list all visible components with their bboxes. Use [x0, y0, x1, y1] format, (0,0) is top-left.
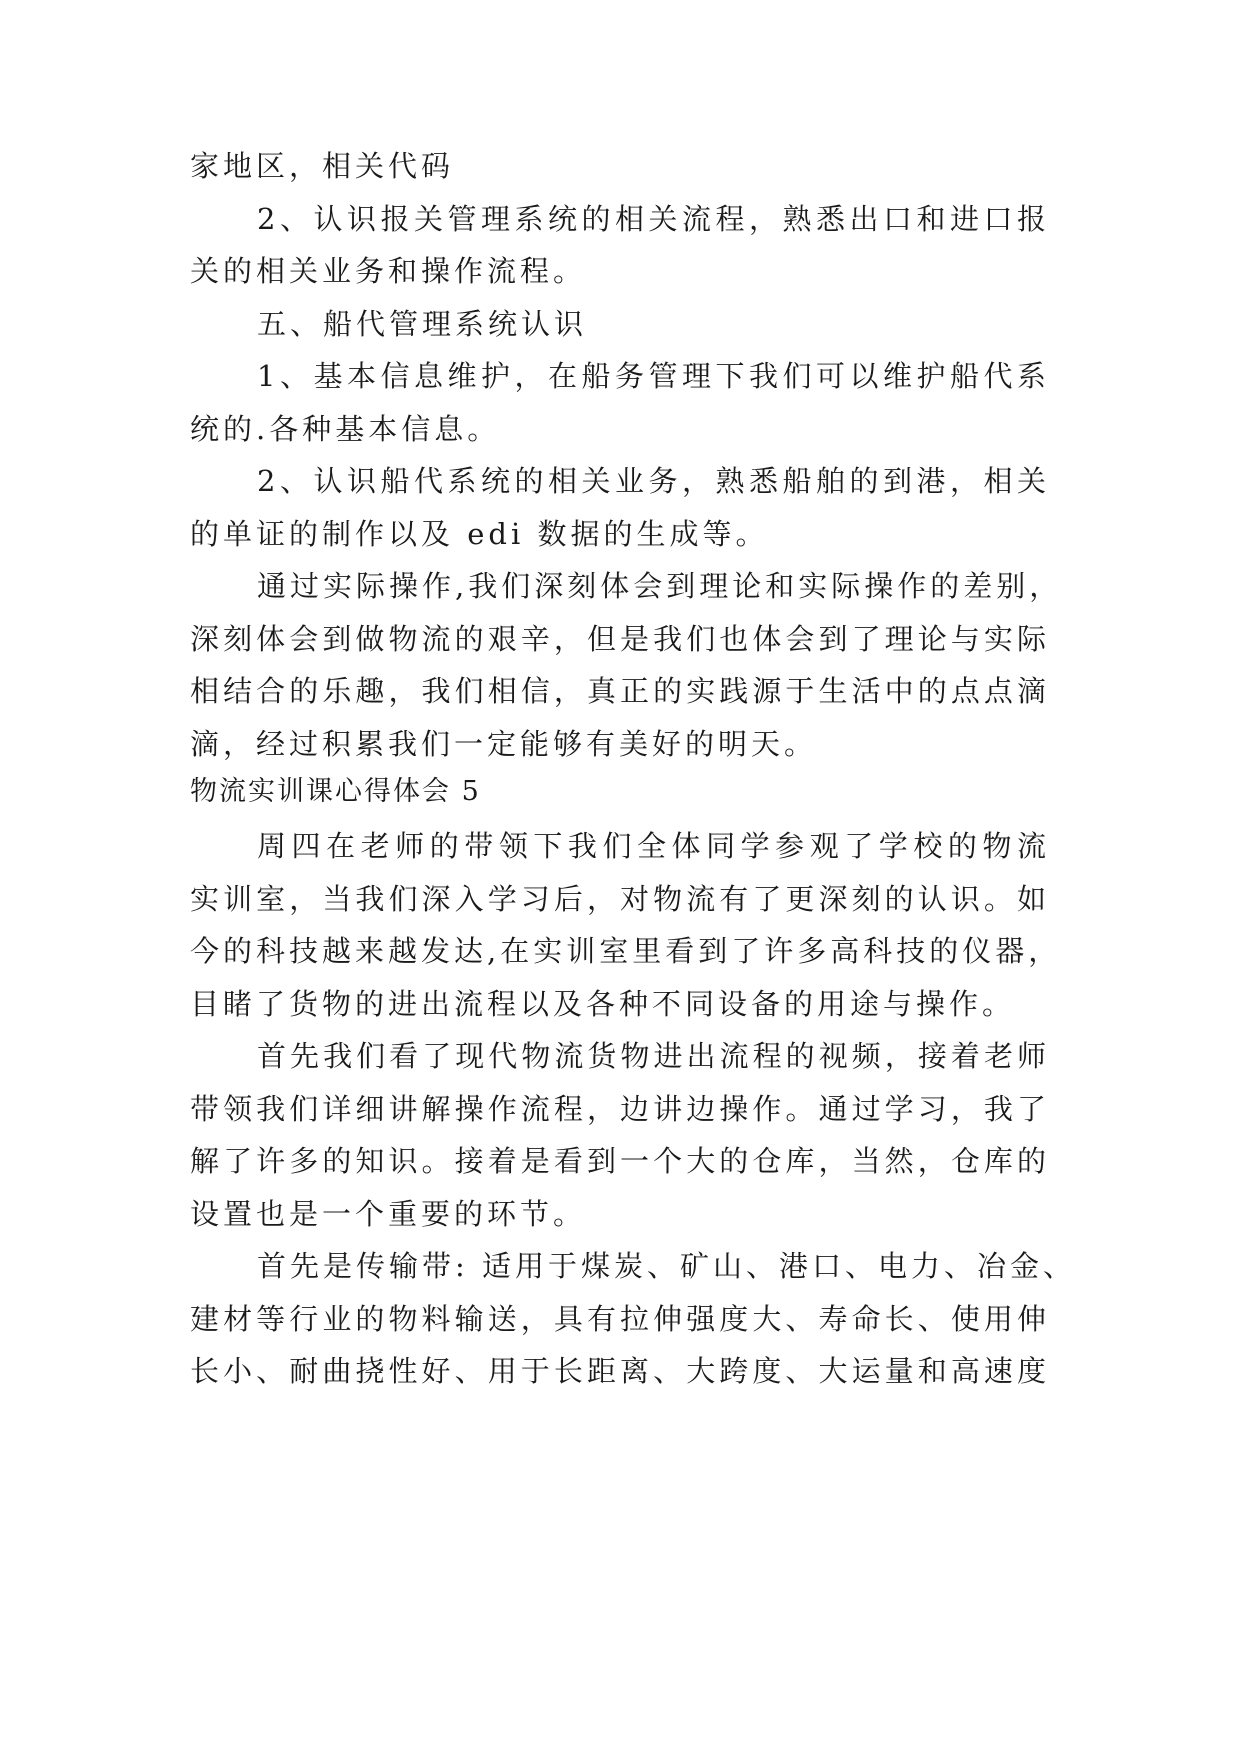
text-line: 相结合的乐趣，我们相信，真正的实践源于生活中的点点滴 [190, 674, 1050, 708]
text-line: 2、认识报关管理系统的相关流程，熟悉出口和进口报 [257, 202, 1050, 236]
text-line: 滴，经过积累我们一定能够有美好的明天。 [190, 727, 818, 761]
text-line: 设置也是一个重要的环节。 [190, 1197, 587, 1231]
text-line: 1、基本信息维护，在船务管理下我们可以维护船代系 [257, 359, 1050, 393]
text-line: 带领我们详细讲解操作流程，边讲边操作。通过学习，我了 [190, 1092, 1050, 1126]
text-line: 通过实际操作,我们深刻体会到理论和实际操作的差别， [257, 569, 1063, 603]
text-line: 2、认识船代系统的相关业务，熟悉船舶的到港，相关 [257, 464, 1050, 498]
text-line: 实训室，当我们深入学习后，对物流有了更深刻的认识。如 [190, 882, 1050, 916]
text-line: 解了许多的知识。接着是看到一个大的仓库，当然，仓库的 [190, 1144, 1050, 1178]
text-line: 统的.各种基本信息。 [190, 412, 501, 446]
text-line: 首先我们看了现代物流货物进出流程的视频，接着老师 [257, 1039, 1050, 1073]
text-line: 关的相关业务和操作流程。 [190, 254, 587, 288]
article-title: 物流实训课心得体会 5 [190, 776, 481, 807]
text-line: 深刻体会到做物流的艰辛，但是我们也体会到了理论与实际 [190, 622, 1050, 656]
text-line: 长小、耐曲挠性好、用于长距离、大跨度、大运量和高速度 [190, 1354, 1050, 1388]
text-line: 今的科技越来越发达,在实训室里看到了许多高科技的仪器， [190, 934, 1062, 968]
text-line: 建材等行业的物料输送，具有拉伸强度大、寿命长、使用伸 [190, 1302, 1050, 1336]
text-line: 目睹了货物的进出流程以及各种不同设备的用途与操作。 [190, 987, 1016, 1021]
text-line: 的单证的制作以及 edi 数据的生成等。 [190, 517, 769, 551]
text-line: 家地区，相关代码 [190, 149, 455, 183]
text-line: 首先是传输带: 适用于煤炭、矿山、港口、电力、冶金、 [257, 1249, 1076, 1283]
section-heading: 五、船代管理系统认识 [257, 307, 588, 341]
text-line: 周四在老师的带领下我们全体同学参观了学校的物流 [257, 829, 1050, 863]
